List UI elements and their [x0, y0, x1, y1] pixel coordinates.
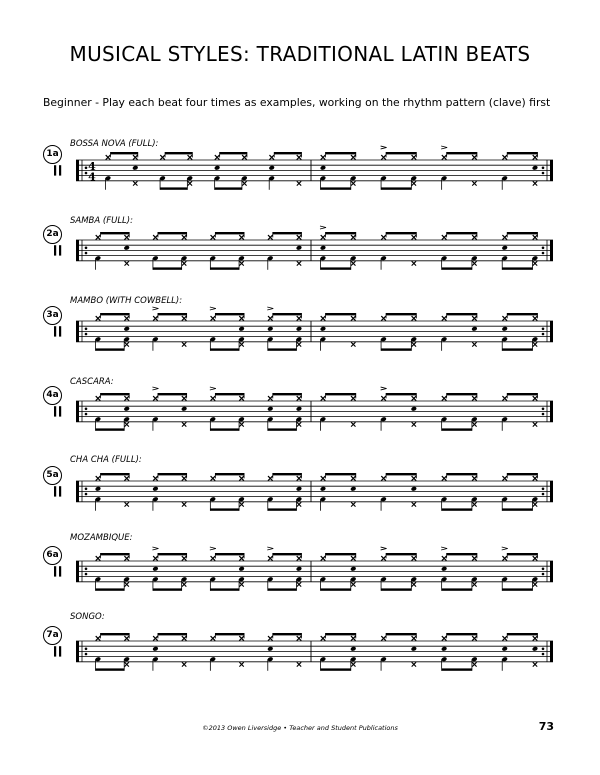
- beam: [101, 553, 130, 555]
- drum-staff: [0, 543, 600, 603]
- beam: [273, 633, 302, 635]
- beam: [326, 152, 356, 154]
- beam: [273, 393, 302, 395]
- beam: [386, 553, 416, 555]
- snare-note: [320, 326, 326, 332]
- beam: [101, 232, 130, 234]
- beam: [507, 473, 537, 475]
- snare-note: [411, 406, 417, 412]
- beam: [215, 393, 244, 395]
- drum-staff: [0, 303, 600, 363]
- beam: [326, 232, 356, 234]
- accent-mark: [320, 226, 326, 229]
- snare-note: [296, 566, 302, 572]
- end-repeat: [550, 641, 553, 662]
- drum-staff: [0, 222, 600, 282]
- snare-note: [152, 486, 158, 492]
- accent-mark: [152, 307, 158, 310]
- beam: [158, 553, 187, 555]
- beat-label: SONGO:: [70, 612, 105, 622]
- accent-mark: [381, 146, 387, 149]
- beam: [447, 553, 477, 555]
- beam: [215, 553, 244, 555]
- beam: [101, 473, 130, 475]
- beat-label: CASCARA:: [70, 377, 114, 387]
- beam: [273, 553, 302, 555]
- beam: [507, 152, 537, 154]
- start-repeat: [76, 401, 79, 422]
- snare-note: [471, 326, 477, 332]
- beam: [447, 473, 477, 475]
- beam: [507, 633, 537, 635]
- accent-mark: [152, 387, 158, 390]
- beam: [220, 152, 247, 154]
- start-repeat: [76, 561, 79, 582]
- beam: [158, 633, 187, 635]
- end-repeat: [550, 401, 553, 422]
- drum-staff: [0, 383, 600, 443]
- snare-note: [238, 326, 244, 332]
- percussion-clef: [54, 406, 56, 416]
- beam: [101, 313, 130, 315]
- snare-note: [132, 165, 138, 171]
- beam: [386, 633, 416, 635]
- end-repeat: [550, 321, 553, 342]
- beam: [326, 393, 356, 395]
- percussion-clef: [54, 165, 56, 175]
- beam: [326, 313, 356, 315]
- snare-note: [296, 245, 302, 251]
- end-repeat: [550, 561, 553, 582]
- page-title: MUSICAL STYLES: TRADITIONAL LATIN BEATS: [69, 42, 531, 66]
- beam: [326, 633, 356, 635]
- snare-note: [532, 646, 538, 652]
- drum-staff: [0, 463, 600, 523]
- beam: [215, 313, 244, 315]
- beam: [507, 313, 537, 315]
- start-repeat: [76, 321, 79, 342]
- beam: [273, 232, 302, 234]
- snare-note: [441, 646, 447, 652]
- end-repeat: [550, 240, 553, 261]
- drum-staff: [0, 623, 600, 683]
- beat-number-badge: 5a: [43, 466, 62, 485]
- snare-note: [267, 406, 273, 412]
- snare-note: [267, 646, 273, 652]
- beam: [507, 393, 537, 395]
- snare-note: [238, 566, 244, 572]
- snare-note: [411, 486, 417, 492]
- beam: [215, 232, 244, 234]
- time-signature-top: 4: [88, 159, 96, 173]
- beam: [447, 393, 477, 395]
- snare-note: [532, 165, 538, 171]
- snare-note: [123, 245, 129, 251]
- beat-label: CHA CHA (FULL):: [70, 455, 142, 465]
- instructions-text: Beginner - Play each beat four times as examples, working on the rhythm pattern (clave) first: [43, 96, 551, 109]
- snare-note: [350, 566, 356, 572]
- beat-number-badge: 3a: [43, 306, 62, 325]
- beam: [158, 393, 187, 395]
- accent-mark: [441, 547, 447, 550]
- snare-note: [441, 566, 447, 572]
- percussion-clef: [54, 566, 56, 576]
- beam: [158, 232, 187, 234]
- snare-note: [181, 406, 187, 412]
- beat-label: BOSSA NOVA (FULL):: [70, 139, 159, 149]
- beam: [158, 473, 187, 475]
- percussion-clef: [54, 646, 56, 656]
- beam: [273, 313, 302, 315]
- accent-mark: [502, 547, 508, 550]
- snare-note: [501, 326, 507, 332]
- beam: [447, 633, 477, 635]
- accent-mark: [152, 547, 158, 550]
- accent-mark: [210, 307, 216, 310]
- snare-note: [320, 245, 326, 251]
- beam: [215, 633, 244, 635]
- accent-mark: [381, 547, 387, 550]
- snare-note: [501, 245, 507, 251]
- beat-number-badge: 7a: [43, 626, 62, 645]
- snare-note: [320, 486, 326, 492]
- snare-note: [501, 646, 507, 652]
- beat-label: MAMBO (WITH COWBELL):: [70, 296, 183, 306]
- beam: [111, 152, 138, 154]
- accent-mark: [381, 387, 387, 390]
- accent-mark: [210, 547, 216, 550]
- end-repeat: [550, 160, 553, 181]
- beam: [326, 473, 356, 475]
- beat-number-badge: 1a: [43, 145, 62, 164]
- accent-mark: [441, 146, 447, 149]
- start-repeat: [76, 641, 79, 662]
- beam: [101, 393, 130, 395]
- percussion-clef: [54, 486, 56, 496]
- beam: [158, 313, 187, 315]
- beam: [273, 473, 302, 475]
- snare-note: [350, 486, 356, 492]
- snare-note: [152, 566, 158, 572]
- percussion-clef: [54, 245, 56, 255]
- snare-note: [296, 326, 302, 332]
- copyright-footer: ©2013 Owen Liversidge • Teacher and Student Publications: [202, 724, 398, 732]
- beam: [447, 313, 477, 315]
- beam: [101, 633, 130, 635]
- accent-mark: [210, 387, 216, 390]
- snare-note: [95, 486, 101, 492]
- drum-staff: [0, 142, 600, 202]
- snare-note: [296, 486, 302, 492]
- snare-note: [123, 326, 129, 332]
- snare-note: [123, 406, 129, 412]
- snare-note: [296, 406, 302, 412]
- beam: [274, 152, 301, 154]
- start-repeat: [76, 481, 79, 502]
- time-signature-bottom: 4: [88, 170, 96, 184]
- snare-note: [350, 646, 356, 652]
- start-repeat: [76, 160, 79, 181]
- page-number: 73: [538, 720, 554, 733]
- beat-number-badge: 6a: [43, 546, 62, 565]
- accent-mark: [267, 547, 273, 550]
- beam: [326, 553, 356, 555]
- end-repeat: [550, 481, 553, 502]
- beat-label: MOZAMBIQUE:: [70, 533, 133, 543]
- beam: [386, 152, 416, 154]
- beam: [447, 232, 477, 234]
- beat-number-badge: 2a: [43, 225, 62, 244]
- beam: [507, 232, 537, 234]
- beam: [386, 473, 416, 475]
- beam: [386, 393, 416, 395]
- snare-note: [214, 165, 220, 171]
- beam: [165, 152, 192, 154]
- snare-note: [267, 326, 273, 332]
- beam: [447, 152, 477, 154]
- beam: [215, 473, 244, 475]
- snare-note: [152, 646, 158, 652]
- beat-number-badge: 4a: [43, 386, 62, 405]
- percussion-clef: [54, 326, 56, 336]
- start-repeat: [76, 240, 79, 261]
- beam: [386, 232, 416, 234]
- beat-label: SAMBA (FULL):: [70, 216, 133, 226]
- snare-note: [411, 646, 417, 652]
- snare-note: [320, 165, 326, 171]
- beam: [507, 553, 537, 555]
- snare-note: [268, 165, 274, 171]
- beam: [386, 313, 416, 315]
- accent-mark: [267, 307, 273, 310]
